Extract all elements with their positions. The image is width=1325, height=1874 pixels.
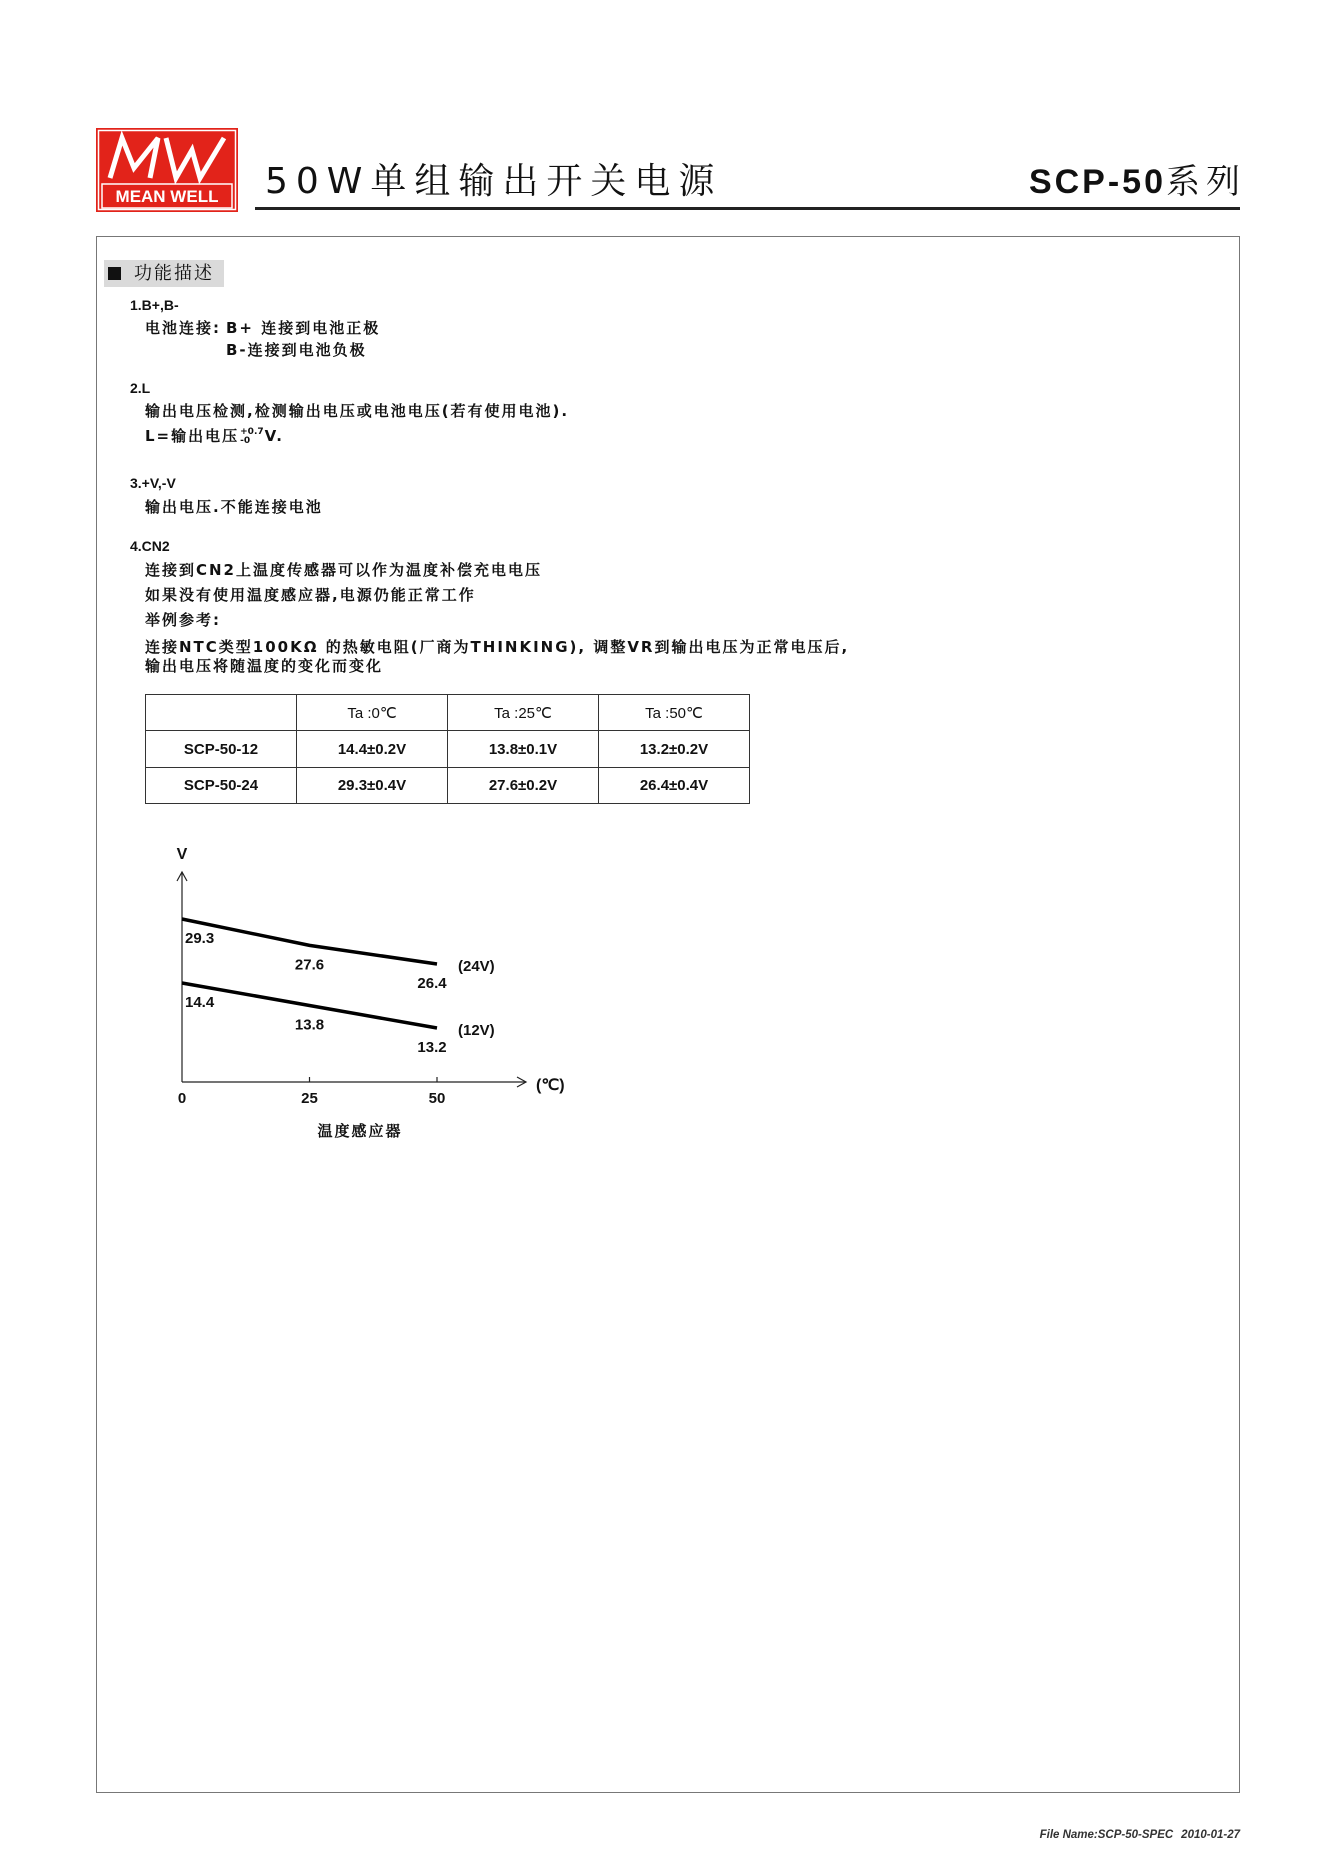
item2-line1: 输出电压检测,检测输出电压或电池电压(若有使用电池). [145,402,570,420]
item1-line2: B-连接到电池负极 [226,341,367,359]
table-header-cell [146,695,297,731]
table-cell: 27.6±0.2V [448,768,599,804]
mean-well-logo [96,128,238,212]
square-bullet-icon [108,267,121,280]
data-label: 13.8 [294,1016,325,1034]
data-label: 29.3 [185,930,215,947]
item2-formula [145,426,284,446]
chart-caption: 温度感应器 [317,1122,403,1140]
tolerance-plus: +0.7 [240,426,264,437]
y-axis-label: V [176,846,188,863]
item4-line: 如果没有使用温度感应器,电源仍能正常工作 [145,586,476,604]
footer [1040,1829,1240,1841]
formula-suffix: V. [264,427,284,445]
table-header-cell: Ta :0℃ [297,695,448,731]
data-label: 26.4 [417,975,447,992]
table-cell: 14.4±0.2V [297,731,448,768]
table-cell: 13.8±0.1V [448,731,599,768]
table-header-cell: Ta :50℃ [599,695,750,731]
item3-line1: 输出电压.不能连接电池 [145,498,323,516]
item3-heading: 3.+V,-V [130,475,176,491]
x-tick-label: 25 [301,1090,318,1107]
table-cell: SCP-50-24 [146,768,297,804]
series-name [1029,160,1246,211]
table-cell: 29.3±0.4V [297,768,448,804]
data-label: 14.4 [185,994,215,1011]
item4-line: 连接NTC类型100KΩ 的热敏电阻(厂商为THINKING), 调整VR到输出电压为正常电压后, [145,638,850,656]
table-header-row [146,695,750,731]
section-header [104,260,224,287]
table-cell: SCP-50-12 [146,731,297,768]
table-header-cell: Ta :25℃ [448,695,599,731]
data-label: 13.2 [417,1039,447,1056]
formula-prefix: L=输出电压 [145,427,240,445]
item4-line: 举例参考: [145,611,221,629]
table-row [146,731,750,768]
header-divider [255,207,1240,210]
tolerance-minus: -0 [240,435,251,446]
series-code: SCP-50 [1028,163,1166,201]
table-row [146,768,750,804]
item4-heading: 4.CN2 [130,538,170,554]
item4-line: 连接到CN2上温度传感器可以作为温度补偿充电电压 [145,561,543,579]
series-name-label: (12V) [458,1022,495,1039]
temperature-voltage-table [145,694,750,804]
series-name-label: (24V) [458,958,495,975]
voltage-temperature-chart [140,840,580,1150]
page-title: 50W单组输出开关电源 [265,161,723,202]
data-label: 27.6 [294,956,325,974]
footer-file-name: File Name:SCP-50-SPEC [1039,1829,1174,1841]
tolerance-stack [240,428,263,446]
item1-label: 电池连接: [145,319,221,337]
item1-line1: B+ 连接到电池正极 [226,319,381,337]
x-tick-label: 0 [177,1090,187,1107]
x-axis-label: (℃) [536,1077,565,1094]
x-tick-label: 50 [428,1090,446,1107]
item1-heading: 1.B+,B- [130,297,179,313]
table-cell: 26.4±0.4V [599,768,750,804]
footer-date: 2010-01-27 [1181,1829,1240,1841]
series-suffix: 系列 [1166,162,1246,202]
table-cell: 13.2±0.2V [599,731,750,768]
item4-line: 输出电压将随温度的变化而变化 [145,657,384,675]
section-title: 功能描述 [134,263,214,284]
logo-text: MEAN WELL [115,187,219,206]
item2-heading: 2.L [130,380,151,396]
